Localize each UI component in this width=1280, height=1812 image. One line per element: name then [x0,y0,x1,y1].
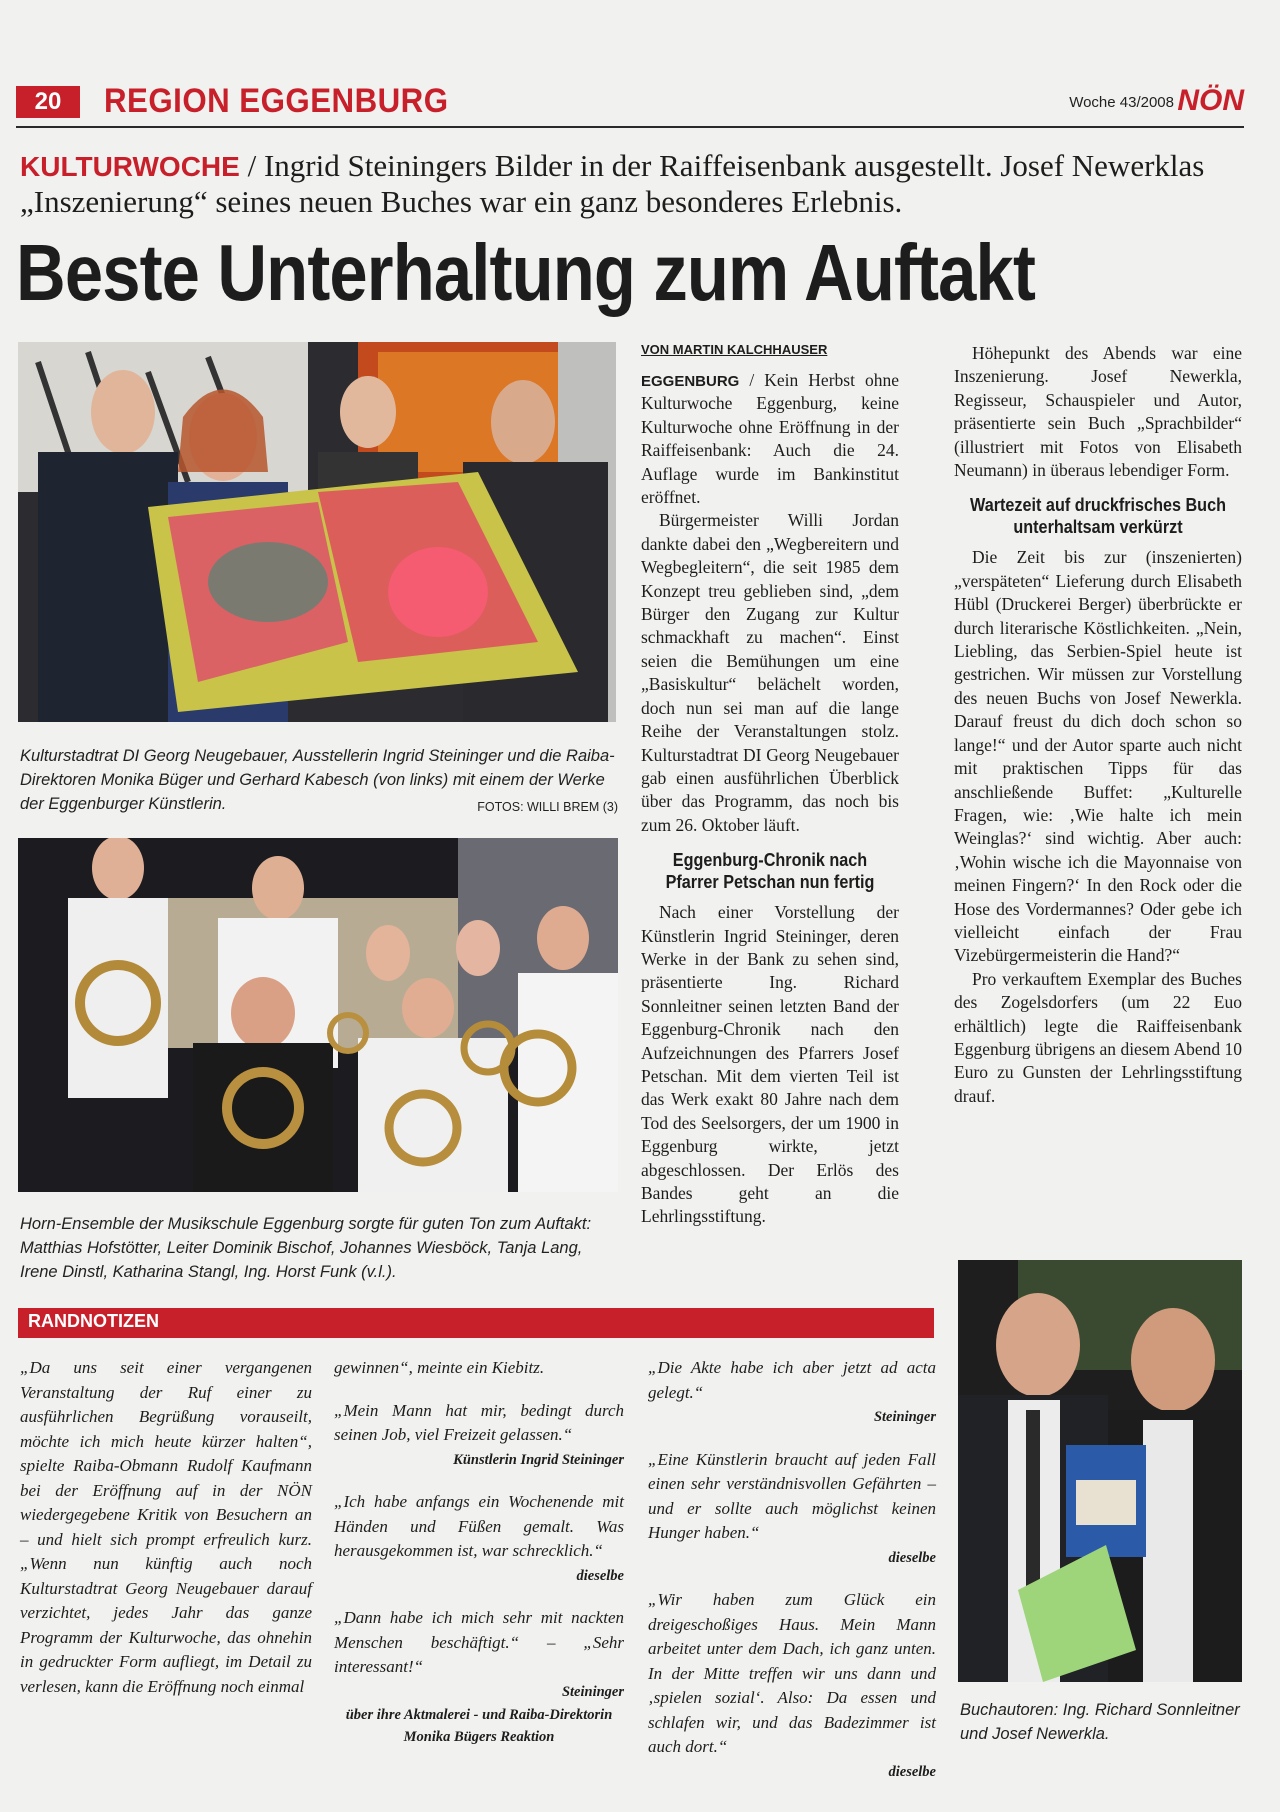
photo-exhibition [18,342,616,722]
subhead-chronik: Eggenburg-Chronik nach Pfarrer Petschan nun fertig [665,850,875,893]
randnotiz-freizeit: „Mein Mann hat mir, bedingt durch seinen Job, viel Freizeit gelassen.“ Künstlerin Ingrid Steininger [334,1399,624,1473]
page-header [16,82,1244,128]
byline: VON MARTIN KALCHHAUSER [641,342,828,357]
page-number: 20 [16,86,80,118]
attribution: Künstlerin Ingrid Steininger [453,1451,624,1468]
article-paragraph-3: Nach einer Vorstellung der Künstlerin Ingrid Steininger, deren Werke in der Bank zu sehen sind, präsentierte Ing. Richard Sonnleitner seinen letzten Band der Eggenburg-Chronik nach den Aufzeichnungen des Pfarrers Josef Petschan. Mit dem vierten Teil ist das Werk exakt 80 Jahre nach dem Tod des Seelsorgers, der um 1900 in Eggenburg wirkte, jetzt abgeschlossen. Der Erlös des Bandes geht an die Lehrlingsstiftung. [641,902,899,1227]
photo-horn-ensemble-image [18,838,618,1192]
attribution-note: über ihre Aktmalerei - und Raiba-Direktorin Monika Bügers Reaktion [345,1707,613,1745]
attribution: Steininger [561,1683,624,1700]
caption-horn-ensemble: Horn-Ensemble der Musikschule Eggenburg sorgte für guten Ton zum Auftakt: Matthias Hofstötter, Leiter Dominik Bischof, Johannes Wiesböck, Tanja Lang, Irene Dinstl, Katharina Stangl, Ing. Horst Funk (v.l.). [20,1215,592,1281]
randnotiz-kaufmann: „Da uns seit einer vergangenen Veranstaltung der Ruf einer zu ausführlichen Begrüßung vorauseilt, möchte ich mich heute kürzer halten“, spielte Raiba-Obmann Rudolf Kaufmann bei der Eröffnung auf in der NÖN wiedergegebene Kritik von Besuchern an – und hielt sich prompt erfreulich kurz. „Wenn nun künftig auch noch Kulturstadtrat Georg Neugebauer darauf verzichtet, jedes Jahr das ganze Programm der Kulturwoche, das ohnehin in gedruckter Form aufliegt, im Detail zu verlesen, kann die Eröffnung noch einmal [20,1358,312,1696]
photo-credit: FOTOS: WILLI BREM (3) [477,800,618,814]
randnotiz-kiebitz: gewinnen“, meinte ein Kiebitz. [334,1358,545,1377]
kicker-text: / Ingrid Steiningers Bilder in der Raiffeisenbank ausgestellt. Josef Newerklas „Inszenierung“ seines neuen Buches war ein ganz besonderes Erlebnis. [20,148,1205,219]
photo-horn-ensemble [18,838,618,1192]
randnotizen-column-1 [20,1356,312,1717]
article-column-1 [641,342,899,1229]
article-paragraph-5: Die Zeit bis zur (inszenierten) „verspäteten“ Lieferung durch Elisabeth Hübl (Druckerei Berger) überbrückte er durch literarische Köstlichkeiten. „Nein, Liebling, das Serbien-Spiel heute ist gestrichen. Wir müssen zur Vorstellung des neuen Buchs von Josef Newerkla. Darauf freust du dich doch schon so lange!“ und der Autor sparte auch nicht mit praktischen Tipps für das anschließende Buffet: „Kulturelle Fragen, wie: ‚Wie halte ich mein Weinglas?‘ sind wichtig. Aber auch: ‚Wohin wische ich die Mayonnaise von meinen Fingern?‘ In den Rock oder die Hose des Vordermannes? Oder gebe ich vielleicht einfach der Frau Vizebürgermeisterin die Hand?“ [954,547,1242,966]
headline: Beste Unterhaltung zum Auftakt [16,228,1036,317]
randnotiz-wochenende: „Ich habe anfangs ein Wochenende mit Händen und Füßen gemalt. Was herausgekommen ist, war schrecklich.“ dieselbe [334,1490,624,1588]
kicker [20,148,1215,220]
randnotiz-akte: „Die Akte habe ich aber jetzt ad acta gelegt.“ Steininger [648,1356,936,1430]
article-paragraph-2: Bürgermeister Willi Jordan dankte dabei den „Wegbereitern und Wegbegleitern“, die seit 1985 dem Konzept treu geblieben sind, „dem Bürger den Zugang zur Kultur schmackhaft zu machen“. Einst seien die Bemühungen um eine „Basiskultur“ belächelt worden, doch nun sei man auf die lange Reihe der Veranstaltungen stolz. Kulturstadtrat DI Georg Neugebauer gab einen ausführlichen Überblick über das Programm, das noch bis zum 26. Oktober läuft. [641,510,899,835]
article-column-2 [954,342,1242,1108]
randnotiz-haus: „Wir haben zum Glück ein dreigeschoßiges Haus. Mein Mann arbeitet unter dem Dach, ich ganz unten. In der Mitte treffen wir uns dann und ‚spielen sozial‘. Also: Da essen und schlafen wir, und das Badezimmer ist auch dort.“ dieselbe [648,1588,936,1784]
article-paragraph-6: Pro verkauftem Exemplar des Buches des Zogelsdorfers (um 22 Euo erhältlich) legte die Raiffeisenbank Eggenburg übrigens an diesem Abend 10 Euro zu Gunsten der Lehrlingsstiftung drauf. [954,968,1242,1106]
randnotiz-gefaehrte: „Eine Künstlerin braucht auf jeden Fall einen sehr verständnisvollen Gefährten – und er sollte auch möglichst keinen Hunger haben.“ dieselbe [648,1448,936,1571]
randnotizen-label: RANDNOTIZEN [28,1311,159,1331]
randnotizen-column-3 [648,1356,936,1802]
article-paragraph-1: EGGENBURG / Kein Herbst ohne Kulturwoche Eggenburg, keine Kulturwoche ohne Eröffnung in der Raiffeisenbank: Auch die 24. Auflage wurde im Bankinstitut eröffnet. [641,370,899,508]
subhead-wartezeit: Wartezeit auf druckfrisches Buch unterhaltsam verkürzt [970,495,1226,538]
kicker-keyword: KULTURWOCHE [20,151,240,182]
randnotiz-aktmalerei: „Dann habe ich mich sehr mit nackten Menschen beschäftigt.“ – „Sehr interessant!“ Steininger über ihre Aktmalerei - und Raiba-Direktorin Monika Bügers Reaktion [334,1606,624,1748]
caption-exhibition [20,744,618,819]
attribution: dieselbe [888,1549,936,1566]
randnotizen-bar [18,1308,934,1338]
noen-logo: NÖN [1177,84,1244,117]
photo-authors [958,1260,1242,1682]
attribution: Steininger [873,1409,936,1425]
caption-authors: Buchautoren: Ing. Richard Sonnleitner und Josef Newerkla. [960,1701,1240,1743]
photo-authors-image [958,1260,1242,1682]
randnotizen-column-2 [334,1356,624,1766]
photo-exhibition-image [18,342,616,722]
attribution: dieselbe [888,1763,936,1780]
attribution: dieselbe [576,1567,624,1584]
article-paragraph-4: Höhepunkt des Abends war eine Inszenierung. Josef Newerkla, Regisseur, Schauspieler und Autor, präsentierte sein Buch „Sprachbilder“ (illustriert mit Fotos von Elisabeth Neumann) in überaus lebendiger Form. [954,343,1242,481]
section-title: REGION EGGENBURG [104,82,449,120]
dateline: EGGENBURG [641,373,740,390]
caption-exhibition-text: Kulturstadtrat DI Georg Neugebauer, Ausstellerin Ingrid Steininger und die Raiba-Direktoren Monika Büger und Gerhard Kabesch (von links) mit einem der Werke der Eggenburger Künstlerin. [20,747,615,813]
issue-label: Woche 43/2008 [1069,94,1174,111]
